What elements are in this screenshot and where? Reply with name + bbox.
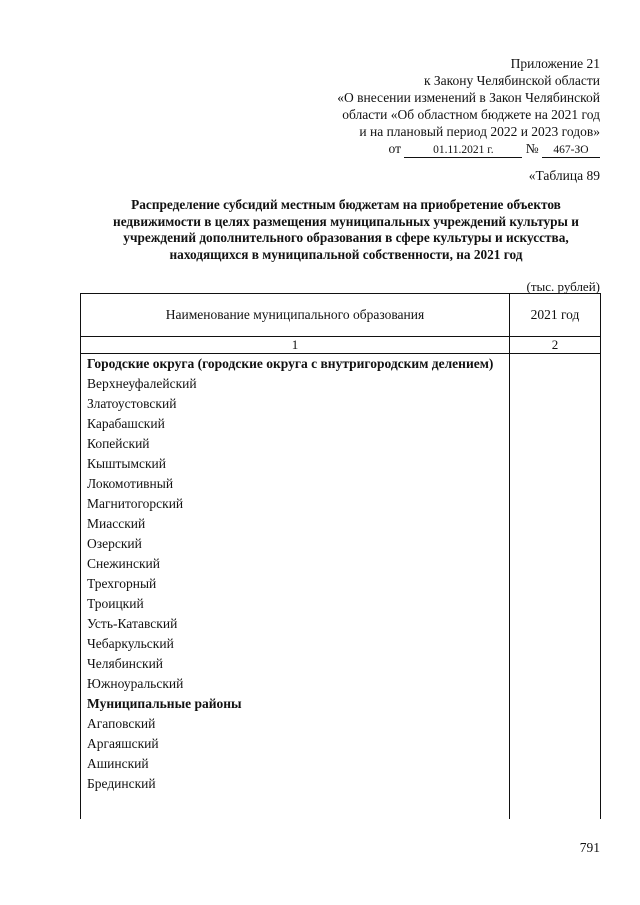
from-label: от [388,141,401,156]
header-line-4: области «Об областном бюджете на 2021 год [342,107,600,122]
law-date: 01.11.2021 г. [404,143,522,158]
table-label: «Таблица 89 [528,168,600,183]
table-row: Озерский [87,536,142,551]
table-row: Миасский [87,516,146,531]
table-body [81,354,509,794]
units-label: (тыс. рублей) [526,279,600,294]
page-number: 791 [579,840,600,855]
column-separator [509,294,510,819]
header-line-1: Приложение 21 [510,56,600,71]
table-row: Златоустовский [87,396,177,411]
table-row: Карабашский [87,416,165,431]
number-label: № [525,141,539,156]
header-line-5: и на плановый период 2022 и 2023 годов» [359,124,600,139]
table-row: Брединский [87,776,156,791]
header-line-3: «О внесении изменений в Закон Челябинской [337,90,600,105]
column-number-row [81,337,600,354]
table-row: Усть-Катавский [87,616,178,631]
table-row: Троицкий [87,596,144,611]
law-date-number-row [270,140,600,158]
col-number-1: 1 [291,337,299,352]
group-heading-municipal-districts: Муниципальные районы [87,696,242,711]
header-line-2: к Закону Челябинской области [423,73,600,88]
table-row: Челябинский [87,656,164,671]
table-row: Локомотивный [87,476,174,491]
document-header [270,55,600,158]
table-row: Верхнеуфалейский [87,376,197,391]
group-heading-urban-districts: Городские округа (городские округа с внутригородским делением) [87,356,494,371]
table-row: Снежинский [87,556,160,571]
table-row: Южноуральский [87,676,184,691]
subsidy-table [80,293,601,819]
table-row: Магнитогорский [87,496,184,511]
table-row: Агаповский [87,716,156,731]
table-row: Ашинский [87,756,149,771]
table-header-row [81,294,600,337]
table-row: Кыштымский [87,456,166,471]
table-row: Аргаяшский [87,736,159,751]
col-year-header: 2021 год [530,307,580,322]
col-number-2: 2 [551,337,559,352]
col-name-header: Наименование муниципального образования [165,307,425,322]
table-row: Копейский [87,436,150,451]
table-row: Чебаркульский [87,636,174,651]
document-title: Распределение субсидий местным бюджетам на приобретение объектов недвижимости в целях размещения муниципальных учреждений культуры и учреждений дополнительного образования в сфере культуры и искусства, находящихся в муниципальной собственности, на 2021 год [113,197,579,262]
table-row: Трехгорный [87,576,157,591]
law-number: 467-ЗО [542,143,600,158]
